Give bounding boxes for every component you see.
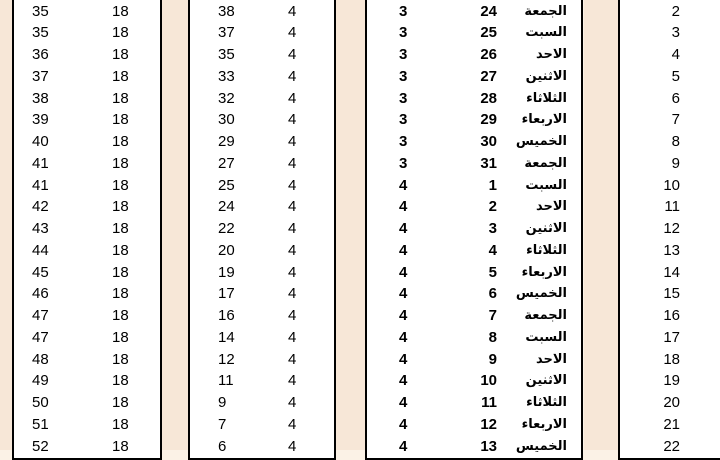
cell-month: 4 (399, 328, 408, 346)
cell-value: 25 (218, 176, 235, 194)
cell-weekday: الثلاثاء (526, 90, 567, 106)
cell-month: 3 (399, 2, 408, 20)
cell-value: 20 (218, 241, 235, 259)
table-row (367, 196, 581, 218)
cell-value: 42 (32, 198, 49, 216)
cell-value: 6 (218, 437, 227, 455)
table-row (367, 327, 581, 349)
cell-weekday: الخميس (515, 134, 567, 149)
cell-index: 9 (671, 154, 680, 172)
cell-month: 3 (399, 111, 408, 129)
table-row (367, 283, 581, 305)
cell-month: 3 (399, 154, 408, 172)
cell-value: 52 (32, 437, 49, 455)
cell-index: 12 (663, 220, 680, 237)
cell-index: 22 (663, 437, 680, 455)
cell-index: 21 (663, 415, 680, 433)
table-row (620, 218, 720, 240)
table-row (367, 131, 581, 153)
cell-value: 4 (288, 415, 297, 433)
cell-month: 3 (399, 46, 408, 63)
table-row (367, 153, 581, 175)
table-row (620, 131, 720, 153)
cell-weekday: الثلاثاء (526, 242, 567, 258)
cell-weekday: السبت (525, 329, 567, 345)
table-row (367, 392, 581, 414)
cell-value: 47 (32, 307, 49, 324)
cell-value: 4 (288, 24, 297, 42)
cell-value: 4 (288, 2, 297, 20)
cell-value: 49 (32, 372, 49, 390)
table-row (190, 22, 334, 44)
cell-index: 14 (663, 263, 680, 281)
column-group-3 (365, 0, 583, 460)
cell-value: 4 (288, 198, 297, 216)
table-row (14, 305, 160, 327)
table-row (620, 327, 720, 349)
cell-value: 44 (32, 241, 49, 259)
table-row (620, 305, 720, 327)
table-row (14, 262, 160, 284)
cell-value: 30 (218, 111, 235, 129)
cell-day: 30 (480, 133, 497, 150)
cell-value: 4 (288, 46, 297, 63)
cell-value: 18 (112, 67, 129, 85)
cell-value: 18 (112, 176, 129, 194)
table-row (190, 305, 334, 327)
table-row (190, 436, 334, 458)
table-row (620, 283, 720, 305)
cell-month: 4 (399, 437, 408, 455)
table-row (190, 196, 334, 218)
table-row (14, 66, 160, 88)
table-row (367, 218, 581, 240)
table-row (14, 88, 160, 110)
cell-value: 18 (112, 350, 129, 368)
cell-month: 3 (399, 133, 408, 150)
table-row (367, 262, 581, 284)
cell-value: 18 (112, 46, 129, 63)
table-row (190, 327, 334, 349)
cell-value: 19 (218, 263, 235, 281)
cell-value: 18 (112, 24, 129, 42)
cell-weekday: الاثنين (525, 373, 567, 389)
cell-value: 18 (112, 220, 129, 237)
cell-weekday: الاحد (535, 47, 567, 62)
table-row (14, 44, 160, 66)
cell-day: 9 (488, 350, 497, 368)
table-row (14, 175, 160, 197)
table-row (190, 1, 334, 23)
cell-value: 46 (32, 285, 49, 303)
table-row (367, 109, 581, 131)
cell-value: 35 (218, 46, 235, 63)
cell-value: 32 (218, 89, 235, 107)
table-row (367, 414, 581, 436)
cell-value: 38 (32, 89, 49, 107)
cell-weekday: الاثنين (525, 68, 567, 84)
cell-day: 31 (480, 154, 497, 172)
table-row (190, 44, 334, 66)
table-row (190, 218, 334, 240)
cell-index: 11 (664, 198, 680, 216)
cell-index: 8 (671, 133, 680, 150)
cell-value: 16 (218, 307, 235, 324)
table-row (620, 22, 720, 44)
cell-day: 5 (488, 263, 497, 281)
table-row (620, 349, 720, 371)
table-row (367, 370, 581, 392)
cell-day: 4 (488, 241, 497, 259)
cell-value: 7 (218, 415, 227, 433)
cell-index: 17 (663, 328, 680, 346)
table-row (620, 175, 720, 197)
cell-value: 4 (288, 220, 297, 237)
cell-day: 27 (480, 67, 497, 85)
cell-month: 4 (399, 415, 408, 433)
cell-value: 27 (218, 154, 235, 172)
table-row (620, 436, 720, 458)
cell-weekday: الخميس (515, 438, 567, 454)
cell-weekday: الاربعاء (521, 112, 567, 128)
cell-value: 50 (32, 394, 49, 411)
cell-month: 4 (399, 394, 408, 411)
table-row (14, 283, 160, 305)
cell-day: 3 (488, 220, 497, 237)
cell-month: 3 (399, 89, 408, 107)
table-row (190, 370, 334, 392)
background-ornament (584, 0, 618, 450)
cell-index: 13 (663, 241, 680, 259)
cell-weekday: السبت (525, 177, 567, 193)
cell-day: 10 (480, 372, 497, 390)
cell-index: 15 (663, 285, 680, 303)
cell-day: 25 (480, 24, 497, 42)
table-row (14, 131, 160, 153)
table-row (367, 88, 581, 110)
table-row (620, 153, 720, 175)
table-row (367, 22, 581, 44)
table-row (620, 196, 720, 218)
cell-month: 4 (399, 372, 408, 390)
table-row (14, 153, 160, 175)
cell-value: 12 (218, 350, 235, 368)
cell-value: 18 (112, 198, 129, 216)
cell-value: 4 (288, 176, 297, 194)
cell-day: 26 (480, 46, 497, 63)
cell-value: 18 (112, 2, 129, 20)
cell-month: 4 (399, 285, 408, 303)
cell-value: 22 (218, 220, 235, 237)
cell-value: 41 (32, 176, 49, 194)
column-group-1 (12, 0, 162, 460)
cell-weekday: الاربعاء (521, 264, 567, 280)
table-row (190, 349, 334, 371)
table-row (367, 44, 581, 66)
cell-value: 41 (32, 154, 49, 172)
table-row (620, 88, 720, 110)
table-row (620, 66, 720, 88)
table-row (14, 240, 160, 262)
cell-value: 4 (288, 437, 297, 455)
cell-day: 28 (480, 89, 497, 107)
cell-value: 4 (288, 350, 297, 368)
table-row (367, 175, 581, 197)
cell-month: 4 (399, 307, 408, 324)
table-row (190, 109, 334, 131)
cell-value: 24 (218, 198, 235, 216)
table-row (190, 66, 334, 88)
table-row (620, 392, 720, 414)
cell-value: 39 (32, 111, 49, 129)
cell-value: 4 (288, 89, 297, 107)
cell-value: 4 (288, 241, 297, 259)
cell-value: 29 (218, 133, 235, 150)
table-row (190, 88, 334, 110)
cell-index: 4 (671, 46, 680, 63)
cell-value: 18 (112, 394, 129, 411)
table-row (14, 109, 160, 131)
cell-value: 36 (32, 46, 49, 63)
background-ornament (160, 0, 190, 450)
cell-value: 47 (32, 328, 49, 346)
cell-month: 4 (399, 350, 408, 368)
table-row (367, 1, 581, 23)
table-row (14, 414, 160, 436)
table-row (620, 240, 720, 262)
cell-value: 4 (288, 154, 297, 172)
cell-value: 18 (112, 437, 129, 455)
cell-index: 10 (663, 176, 680, 194)
cell-day: 12 (480, 415, 497, 433)
table-row (620, 262, 720, 284)
cell-month: 4 (399, 263, 408, 281)
cell-value: 18 (112, 285, 129, 303)
cell-value: 35 (32, 24, 49, 42)
cell-month: 4 (399, 241, 408, 259)
cell-month: 3 (399, 24, 408, 42)
table-row (367, 349, 581, 371)
table-row (190, 414, 334, 436)
table-row (620, 109, 720, 131)
cell-weekday: السبت (525, 25, 567, 41)
column-group-4 (618, 0, 720, 460)
cell-value: 18 (112, 111, 129, 129)
cell-day: 2 (488, 198, 497, 216)
cell-weekday: الاربعاء (521, 416, 567, 432)
cell-value: 4 (288, 67, 297, 85)
cell-value: 4 (288, 111, 297, 129)
cell-day: 7 (488, 307, 497, 324)
cell-value: 4 (288, 133, 297, 150)
cell-value: 4 (288, 328, 297, 346)
cell-value: 18 (112, 241, 129, 259)
background-ornament (336, 0, 366, 450)
cell-value: 11 (218, 372, 234, 390)
cell-weekday: الجمعة (524, 3, 567, 19)
table-row (190, 392, 334, 414)
cell-day: 11 (481, 394, 497, 411)
cell-value: 4 (288, 263, 297, 281)
table-row (620, 44, 720, 66)
cell-weekday: الجمعة (524, 308, 567, 323)
cell-value: 18 (112, 263, 129, 281)
table-row (620, 414, 720, 436)
cell-month: 3 (399, 67, 408, 85)
cell-value: 18 (112, 89, 129, 107)
table-row (14, 349, 160, 371)
cell-value: 4 (288, 285, 297, 303)
cell-weekday: الجمعة (524, 155, 567, 171)
cell-value: 18 (112, 154, 129, 172)
table-row (190, 240, 334, 262)
cell-day: 8 (488, 328, 497, 346)
cell-weekday: الاحد (535, 351, 567, 367)
cell-value: 4 (288, 307, 297, 324)
table-row (14, 436, 160, 458)
cell-month: 4 (399, 198, 408, 216)
cell-day: 29 (480, 111, 497, 129)
cell-day: 13 (480, 437, 497, 455)
cell-weekday: الاحد (535, 199, 567, 215)
cell-value: 37 (218, 24, 235, 42)
cell-value: 35 (32, 2, 49, 20)
cell-value: 37 (32, 67, 49, 85)
cell-month: 4 (399, 176, 408, 194)
cell-index: 6 (671, 89, 680, 107)
table-row (190, 283, 334, 305)
cell-day: 6 (488, 285, 497, 303)
table-row (14, 22, 160, 44)
cell-index: 3 (671, 24, 680, 42)
table-row (367, 240, 581, 262)
cell-value: 43 (32, 220, 49, 237)
cell-index: 20 (663, 394, 680, 411)
cell-value: 18 (112, 372, 129, 390)
cell-value: 9 (218, 394, 227, 411)
cell-weekday: الاثنين (525, 221, 567, 236)
cell-weekday: الثلاثاء (526, 395, 567, 410)
cell-value: 48 (32, 350, 49, 368)
cell-value: 4 (288, 394, 297, 411)
cell-index: 18 (663, 350, 680, 368)
cell-index: 5 (671, 67, 680, 85)
cell-value: 4 (288, 372, 297, 390)
table-row (367, 305, 581, 327)
cell-value: 45 (32, 263, 49, 281)
cell-value: 18 (112, 307, 129, 324)
cell-index: 19 (663, 372, 680, 390)
table-row (367, 436, 581, 458)
cell-weekday: الخميس (515, 286, 567, 302)
cell-index: 2 (671, 2, 680, 20)
cell-day: 24 (480, 2, 497, 20)
cell-index: 7 (671, 111, 680, 129)
table-row (190, 153, 334, 175)
table-row (14, 218, 160, 240)
table-row (14, 370, 160, 392)
table-row (14, 1, 160, 23)
cell-value: 33 (218, 67, 235, 85)
table-row (620, 1, 720, 23)
cell-value: 51 (32, 415, 49, 433)
cell-index: 16 (663, 307, 680, 324)
cell-value: 18 (112, 415, 129, 433)
cell-value: 18 (112, 328, 129, 346)
cell-value: 18 (112, 133, 129, 150)
table-row (14, 392, 160, 414)
table-row (367, 66, 581, 88)
table-row (14, 196, 160, 218)
column-group-2 (188, 0, 336, 460)
cell-day: 1 (488, 176, 497, 194)
table-row (14, 327, 160, 349)
table-row (190, 175, 334, 197)
cell-value: 40 (32, 133, 49, 150)
table-row (620, 370, 720, 392)
cell-value: 17 (218, 285, 235, 303)
background-ornament (0, 0, 12, 450)
cell-value: 38 (218, 2, 235, 20)
table-row (190, 131, 334, 153)
cell-value: 14 (218, 328, 235, 346)
table-row (190, 262, 334, 284)
cell-month: 4 (399, 220, 408, 237)
